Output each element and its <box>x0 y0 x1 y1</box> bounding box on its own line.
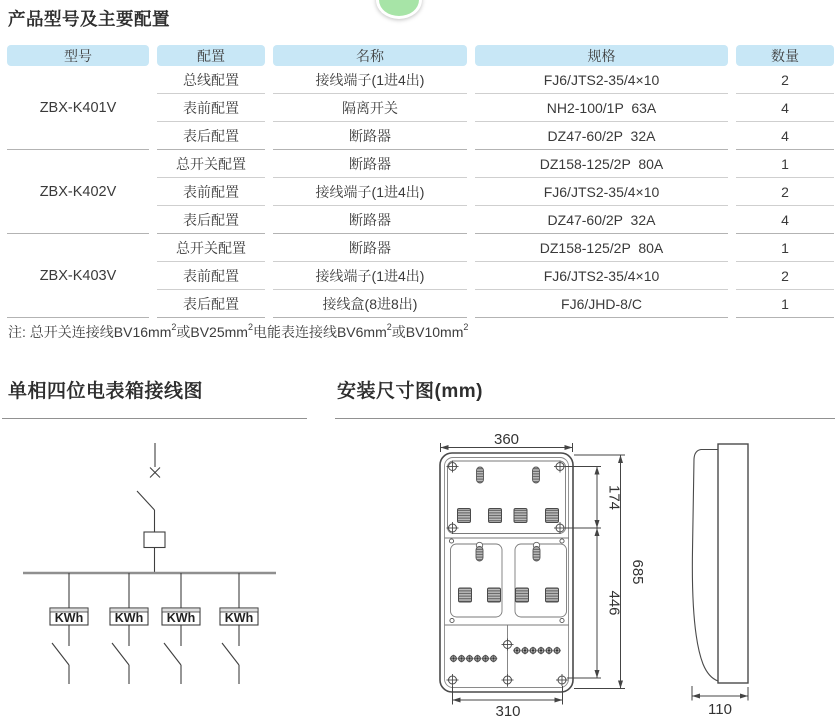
main-breaker-box <box>144 532 165 548</box>
qty-cell: 1 <box>736 150 834 178</box>
name-cell: 断路器 <box>273 150 467 178</box>
config-cell: 表前配置 <box>157 262 265 290</box>
name-cell: 断路器 <box>273 122 467 150</box>
col-header-name: 名称 <box>273 45 467 66</box>
name-cell: 接线端子(1进4出) <box>273 66 467 94</box>
name-cell: 断路器 <box>273 234 467 262</box>
oval-knockout <box>476 547 483 562</box>
dimension-drawing <box>330 420 837 719</box>
dim-label-446: 446 <box>605 590 623 616</box>
kwh-meter-label: KWh <box>114 611 144 625</box>
col-header-qty: 数量 <box>736 45 834 66</box>
col-header-config: 配置 <box>157 45 265 66</box>
spec-cell: NH2-100/1P 63A <box>475 94 728 122</box>
name-cell: 隔离开关 <box>273 94 467 122</box>
qty-cell: 1 <box>736 290 834 318</box>
oval-knockout <box>477 467 484 483</box>
qty-cell: 4 <box>736 122 834 150</box>
dim-label-310: 310 <box>495 703 521 719</box>
spec-cell: FJ6/JHD-8/C <box>475 290 728 318</box>
name-cell: 断路器 <box>273 206 467 234</box>
spec-cell: FJ6/JTS2-35/4×10 <box>475 178 728 206</box>
config-cell: 表前配置 <box>157 178 265 206</box>
page-title: 产品型号及主要配置 <box>8 9 170 29</box>
qty-cell: 4 <box>736 206 834 234</box>
dimension-section-title: 安装尺寸图(mm) <box>337 381 483 402</box>
dim-label-360: 360 <box>493 431 520 448</box>
model-cell: ZBX-K402V <box>7 150 149 234</box>
wire-gauge-note: 注: 总开关连接线$BV16mm^2$或$BV25mm^2$电能表连接线$BV6mm^2$或$BV10mm^2$ <box>8 322 469 340</box>
spec-table <box>7 45 834 318</box>
config-cell: 表后配置 <box>157 290 265 318</box>
wiring-diagram <box>0 420 330 719</box>
model-cell: ZBX-K401V <box>7 66 149 150</box>
spec-cell: FJ6/JTS2-35/4×10 <box>475 262 728 290</box>
name-cell: 接线盒(8进8出) <box>273 290 467 318</box>
meter-branch <box>50 573 88 684</box>
qty-cell: 1 <box>736 234 834 262</box>
dim-label-174: 174 <box>605 484 623 511</box>
side-view <box>692 444 748 683</box>
name-cell: 接线端子(1进4出) <box>273 178 467 206</box>
config-cell: 总线配置 <box>157 66 265 94</box>
meter-branch <box>220 573 258 684</box>
config-cell: 总开关配置 <box>157 150 265 178</box>
oval-knockout <box>533 467 540 483</box>
section-divider <box>335 418 835 419</box>
meter-branch <box>162 573 200 684</box>
side-cover-profile <box>692 450 718 682</box>
spec-cell: DZ47-60/2P 32A <box>475 122 728 150</box>
section-divider <box>2 418 307 419</box>
config-cell: 表前配置 <box>157 94 265 122</box>
qty-cell: 2 <box>736 262 834 290</box>
spec-cell: DZ47-60/2P 32A <box>475 206 728 234</box>
qty-cell: 2 <box>736 178 834 206</box>
meter-branch <box>110 573 148 684</box>
fuse-x-symbol <box>150 468 160 478</box>
config-cell: 表后配置 <box>157 206 265 234</box>
config-cell: 表后配置 <box>157 122 265 150</box>
oval-knockout <box>533 547 540 562</box>
spec-cell: FJ6/JTS2-35/4×10 <box>475 66 728 94</box>
spec-cell: DZ158-125/2P 80A <box>475 234 728 262</box>
qty-cell: 4 <box>736 94 834 122</box>
col-header-model: 型号 <box>7 45 149 66</box>
kwh-meter-label: KWh <box>224 611 254 625</box>
dim-label-110: 110 <box>708 701 732 718</box>
spec-cell: DZ158-125/2P 80A <box>475 150 728 178</box>
kwh-meter-label: KWh <box>54 611 84 625</box>
wiring-section-title: 单相四位电表箱接线图 <box>8 381 204 402</box>
dim-label-685: 685 <box>629 559 646 585</box>
main-switch-symbol <box>137 491 155 532</box>
front-view <box>440 453 573 692</box>
config-cell: 总开关配置 <box>157 234 265 262</box>
kwh-meter-label: KWh <box>166 611 196 625</box>
qty-cell: 2 <box>736 66 834 94</box>
model-cell: ZBX-K403V <box>7 234 149 318</box>
decorative-green-badge <box>376 0 422 19</box>
col-header-spec: 规格 <box>475 45 728 66</box>
name-cell: 接线端子(1进4出) <box>273 262 467 290</box>
